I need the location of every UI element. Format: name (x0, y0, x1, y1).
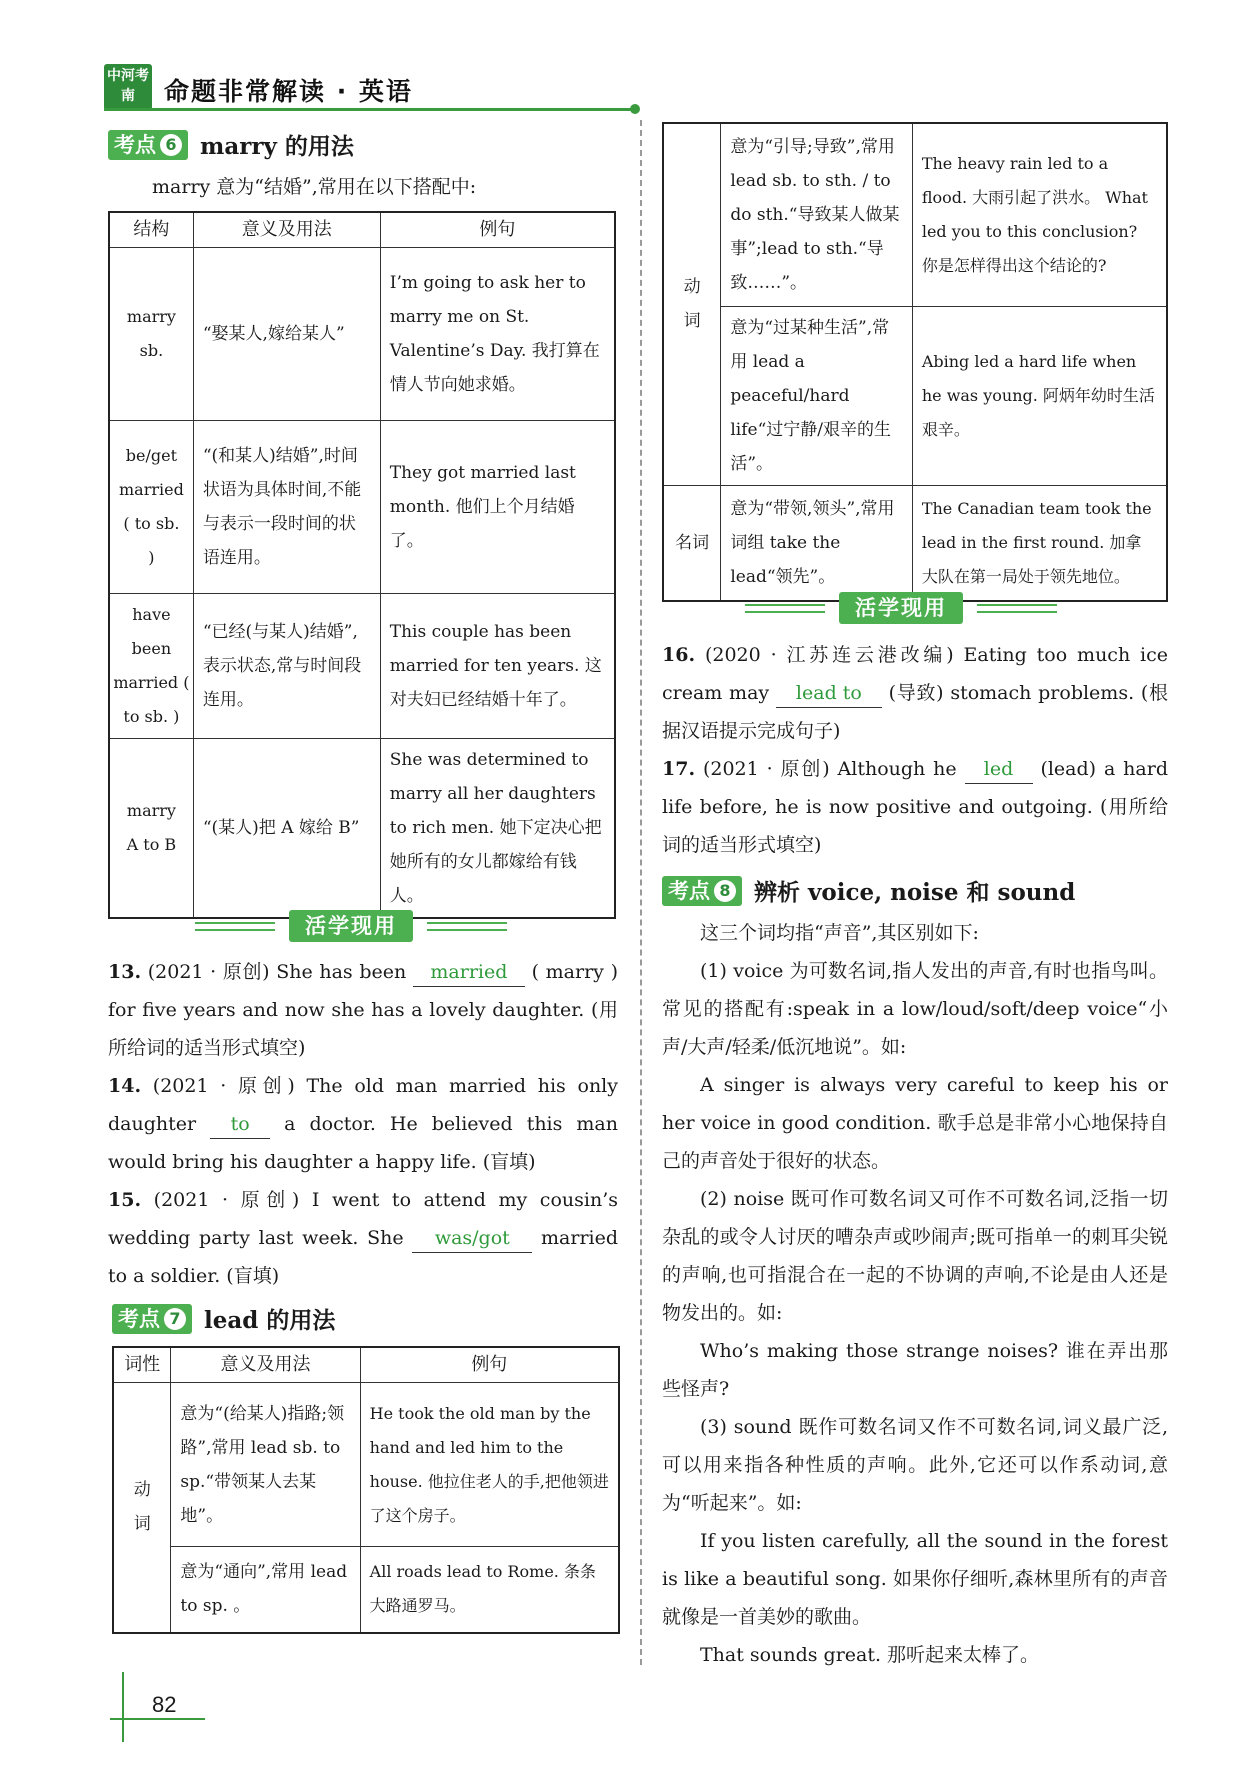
section6-title: marry 的用法 (200, 133, 354, 160)
answer-blank[interactable]: to (210, 1110, 270, 1139)
book-title: 命题非常解读 · 英语 (164, 77, 413, 106)
paragraph: Who’s making those strange noises? 谁在弄出那些怪声? (662, 1340, 1168, 1400)
table-row: marry A to B “(某人)把 A 嫁给 B” She was determined to marry all her daughters to rich men. 她下定决心把她所有的女儿都嫁给有钱人。 (109, 739, 615, 919)
table-row: be/get married ( to sb. ) “(和某人)结婚”,时间状语为具体时间,不能与表示一段时间的状语连用。 They got married last month. 他们上个月结婚了。 (109, 421, 615, 594)
paragraph: That sounds great. 那听起来太棒了。 (700, 1644, 1040, 1666)
practice-banner-right: 活学现用 (745, 592, 1057, 624)
table-row: 动词 意为“(给某人)指路;领路”,常用 lead sb. to sp.“带领某人去某地”。 He took the old man by the hand and led him to the house. 他拉住老人的手,把他领进了这个房子。 (113, 1383, 619, 1547)
question-15: 15. (2021 · 原创) I went to attend my cousin’s wedding party last week. She was/got married to a soldier. (盲填) (108, 1189, 619, 1287)
question-13: 13. (2021 · 原创) She has been married ( marry ) for five years and now she has a lovely daughter. (用所给词的适当形式填空) (108, 953, 618, 1067)
section8-badge: 考点 8 (662, 876, 742, 906)
paragraph: (2) noise 既可作可数名词又可作不可数名词,泛指一切杂乱的或令人讨厌的嘈杂声或吵闹声;既可指单一的刺耳尖锐的声响,也可指混合在一起的不协调的声响,不论是由人还是物发出的。如: (662, 1188, 1168, 1324)
table-header-row: 词性 意义及用法 例句 (113, 1347, 619, 1383)
table-row: marry sb. “娶某人,嫁给某人” I’m going to ask her to marry me on St. Valentine’s Day. 我打算在情人节向她求婚。 (109, 248, 615, 421)
lead-table-left (112, 1346, 620, 1634)
section7-title: lead 的用法 (204, 1307, 336, 1334)
answer-blank[interactable]: lead to (776, 679, 882, 708)
table-row: have been married ( to sb. ) “已经(与某人)结婚”,表示状态,常与时间段连用。 This couple has been married for ten years. 这对夫妇已经结婚十年了。 (109, 594, 615, 739)
section7-heading (112, 1302, 335, 1335)
section6-intro: marry 意为“结婚”,常用在以下搭配中: (152, 176, 477, 198)
paragraph: (3) sound 既作可数名词又作不可数名词,词义最广泛,可以用来指各种性质的声响。此外,它还可以作系动词,意为“听起来”。如: (662, 1416, 1168, 1514)
table-header-row: 结构 意义及用法 例句 (109, 212, 615, 248)
marry-table (108, 211, 616, 919)
paragraph: If you listen carefully, all the sound in the forest is like a beautiful song. 如果你仔细听,森林里所有的声音就像是一首美妙的歌曲。 (662, 1530, 1168, 1628)
section6-number: 6 (160, 134, 182, 156)
header-rule-dot (630, 104, 640, 114)
column-divider (640, 120, 642, 1665)
paragraph: (1) voice 为可数名词,指人发出的声音,有时也指鸟叫。常见的搭配有:speak in a low/loud/soft/deep voice“小声/大声/轻柔/低沉地说”。如: (662, 960, 1168, 1058)
question-17: 17. (2021 · 原创) Although he led (lead) a hard life before, he is now positive and outgoing. (用所给词的适当形式填空) (662, 750, 1168, 864)
header-rule (104, 108, 638, 111)
page-number-rule-vertical (122, 1672, 124, 1742)
answer-blank[interactable]: led (965, 755, 1033, 784)
table-row: 动词 意为“引导;导致”,常用 lead sb. to sth. / to do sth.“导致某人做某事”;lead to sth.“导致……”。 The heavy rain led to a flood. 大雨引起了洪水。 What led you to this conclusion? 你是怎样得出这个结论的? (663, 123, 1167, 306)
section8-number: 8 (714, 880, 736, 902)
answer-blank[interactable]: married (413, 958, 525, 987)
section6-heading (108, 128, 354, 161)
page-number: 82 (152, 1692, 177, 1717)
section8-title: 辨析 voice, noise 和 sound (754, 879, 1076, 906)
section6-badge: 考点 6 (108, 130, 188, 160)
question-14: 14. (2021 · 原创) The old man married his only daughter to a doctor. He believed this man would bring his daughter a happy life. (盲填) (108, 1075, 618, 1173)
lead-table-right (662, 122, 1168, 602)
table-row: 意为“通向”,常用 lead to sp. 。 All roads lead to Rome. 条条大路通罗马。 (113, 1547, 619, 1633)
paragraph: A singer is always very careful to keep his or her voice in good condition. 歌手总是非常小心地保持自己的声音处于很好的状态。 (662, 1074, 1168, 1172)
question-16: 16. (2020 · 江苏连云港改编) Eating too much ice cream may lead to (导致) stomach problems. (根据汉语提示完成句子) (662, 644, 1169, 742)
brand-logo: 中河考南 (104, 64, 152, 110)
section7-badge: 考点 7 (112, 1304, 192, 1334)
table-row: 意为“过某种生活”,常用 lead a peaceful/hard life“过宁静/艰辛的生活”。 Abing led a hard life when he was young. 阿炳年幼时生活艰辛。 (663, 306, 1167, 485)
section8-heading (662, 874, 1075, 907)
section7-number: 7 (164, 1308, 186, 1330)
section8-body (662, 914, 1168, 1674)
practice-banner-left: 活学现用 (195, 910, 507, 942)
paragraph: 这三个词均指“声音”,其区别如下: (700, 922, 979, 944)
page-number-rule-horizontal (110, 1718, 205, 1720)
answer-blank[interactable]: was/got (412, 1224, 532, 1253)
table-row: 名词 意为“带领,领头”,常用词组 take the lead“领先”。 The Canadian team took the lead in the first round. 加拿大队在第一局处于领先地位。 (663, 485, 1167, 601)
